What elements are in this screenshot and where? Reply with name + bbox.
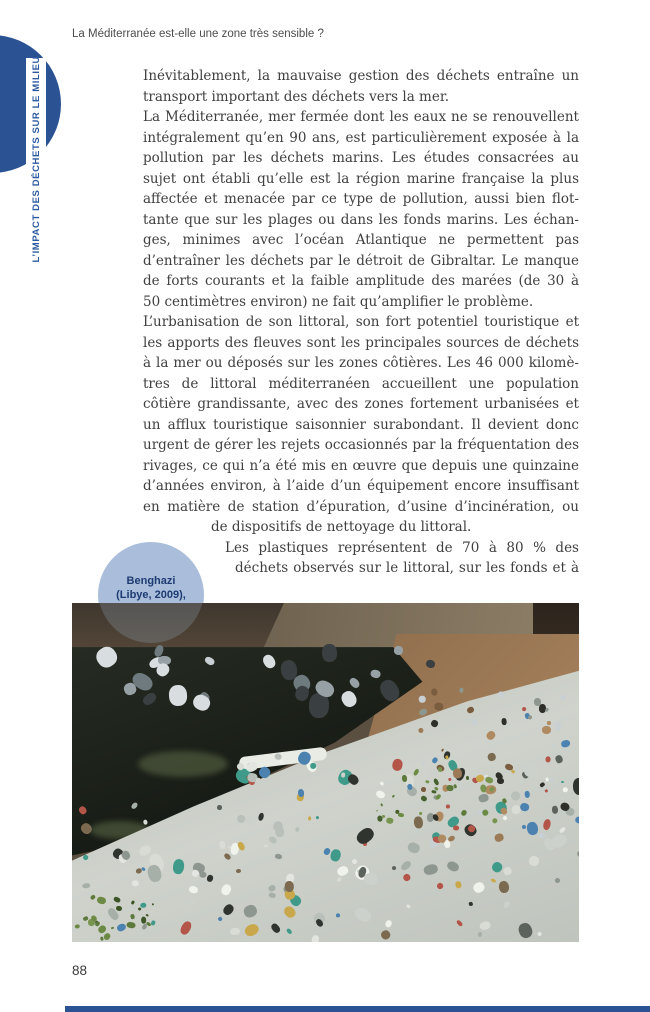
trash-speck bbox=[137, 907, 141, 911]
body-text-line: pollution par les déchets marins. Les études consacrées au bbox=[143, 150, 579, 166]
trash-speck bbox=[406, 841, 421, 855]
trash-speck bbox=[169, 685, 188, 707]
trash-speck bbox=[217, 805, 222, 811]
trash-speck bbox=[116, 922, 127, 932]
body-text-line: Inévitablement, la mauvaise gestion des déchets entraîne un bbox=[143, 68, 579, 84]
trash-speck bbox=[206, 874, 214, 882]
body-text-line: de forts courants et la faible amplitude des marées (de 30 à bbox=[143, 273, 579, 289]
page-number: 88 bbox=[72, 963, 88, 978]
trash-speck bbox=[459, 688, 464, 693]
badge-line-1: Benghazi bbox=[126, 575, 176, 587]
trash-speck bbox=[537, 832, 545, 839]
trash-speck bbox=[419, 696, 426, 703]
trash-speck bbox=[434, 702, 445, 712]
body-text-line: 50 centimètres environ) ne fait qu’amplifier le problème. bbox=[143, 293, 534, 310]
body-text-line: sujet ont établi qu’elle est la région marine française la plus bbox=[143, 170, 579, 187]
trash-speck bbox=[263, 844, 267, 847]
trash-speck bbox=[90, 894, 96, 900]
trash-speck bbox=[353, 905, 374, 925]
trash-speck bbox=[547, 721, 551, 725]
trash-speck bbox=[236, 868, 242, 873]
trash-speck bbox=[141, 691, 158, 707]
trash-speck bbox=[186, 898, 195, 905]
trash-speck bbox=[502, 798, 508, 804]
trash-speck bbox=[509, 789, 522, 802]
trash-speck bbox=[521, 825, 526, 830]
trash-speck bbox=[487, 752, 497, 762]
trash-speck bbox=[392, 794, 395, 797]
trash-speck bbox=[274, 853, 282, 859]
body-text-line: d’entraîner les déchets par le détroit de Gibraltar. Le manque bbox=[143, 252, 579, 269]
trash-speck bbox=[433, 778, 440, 786]
trash-speck bbox=[455, 880, 462, 889]
running-header: La Méditerranée est-elle une zone très sensible ? bbox=[72, 28, 324, 40]
trash-speck bbox=[466, 706, 475, 715]
trash-speck bbox=[524, 792, 530, 799]
body-text-line: La Méditerranée, mer fermée dont les eaux ne se renouvellent bbox=[143, 109, 579, 125]
trash-speck bbox=[242, 903, 259, 919]
trash-speck bbox=[431, 757, 438, 765]
trash-speck bbox=[379, 929, 392, 942]
trash-speck bbox=[140, 902, 147, 908]
trash-speck bbox=[493, 832, 504, 842]
body-text-line: ges, minimes avec l’océan Atlantique ne permettent pas bbox=[143, 232, 579, 248]
trash-speck bbox=[555, 754, 564, 764]
trash-speck bbox=[218, 841, 226, 850]
trash-speck bbox=[423, 864, 439, 876]
trash-speck bbox=[448, 778, 452, 782]
trash-speck bbox=[398, 812, 404, 816]
trash-speck bbox=[222, 903, 236, 917]
body-text-line: à la mer ou déposés sur les zones côtières. Les 46 000 kilomè- bbox=[143, 355, 579, 371]
trash-speck bbox=[441, 748, 444, 752]
body-text-line: de dispositifs de nettoyage du littoral. bbox=[211, 519, 472, 535]
trash-speck bbox=[391, 866, 397, 871]
trash-speck bbox=[560, 739, 571, 748]
trash-speck bbox=[479, 920, 492, 931]
trash-speck bbox=[113, 896, 121, 904]
trash-speck bbox=[127, 922, 136, 930]
trash-speck bbox=[425, 659, 436, 669]
trash-speck bbox=[311, 934, 320, 942]
trash-speck bbox=[414, 815, 424, 828]
trash-speck bbox=[298, 789, 305, 798]
trash-speck bbox=[478, 931, 483, 937]
trash-speck bbox=[544, 788, 549, 793]
trash-speck bbox=[178, 919, 193, 935]
body-text-line: un afflux touristique saisonnier surabondant. Il devient donc bbox=[143, 416, 579, 433]
trash-speck bbox=[285, 927, 292, 934]
trash-speck bbox=[339, 688, 359, 709]
trash-speck bbox=[377, 677, 403, 704]
trash-speck bbox=[527, 715, 532, 721]
trash-speck bbox=[533, 698, 540, 706]
footer-accent-bar bbox=[65, 1006, 650, 1012]
trash-speck bbox=[355, 825, 377, 846]
trash-speck bbox=[552, 806, 558, 815]
trash-speck bbox=[453, 826, 459, 831]
trash-speck bbox=[503, 815, 508, 821]
body-text-line: transport important des déchets vers la mer. bbox=[143, 88, 450, 105]
trash-speck bbox=[190, 691, 212, 713]
trash-speck bbox=[456, 919, 464, 927]
trash-speck bbox=[330, 848, 342, 862]
trash-speck bbox=[478, 793, 489, 803]
trash-speck bbox=[399, 859, 412, 872]
trash-speck bbox=[392, 759, 404, 772]
trash-speck bbox=[79, 822, 93, 836]
trash-speck bbox=[468, 902, 473, 907]
trash-speck bbox=[130, 914, 134, 919]
trash-speck bbox=[145, 914, 149, 917]
trash-speck bbox=[522, 707, 527, 712]
body-text-line: Les plastiques représentent de 70 à 80 % des bbox=[225, 539, 579, 556]
trash-speck bbox=[501, 718, 506, 725]
trash-speck bbox=[82, 854, 89, 861]
trash-speck bbox=[499, 880, 511, 894]
trash-speck bbox=[381, 803, 384, 807]
trash-speck bbox=[230, 927, 240, 935]
trash-speck bbox=[189, 885, 200, 894]
badge-line-2: (Libye, 2009), bbox=[116, 589, 186, 601]
body-text-line: tante que sur les plages ou dans les fonds marins. Les échan- bbox=[143, 211, 579, 228]
trash-speck bbox=[245, 814, 257, 825]
trash-speck bbox=[545, 756, 550, 762]
trash-speck bbox=[472, 880, 486, 894]
trash-speck bbox=[143, 820, 148, 826]
body-text-line: affectée et menacée par ce type de pollution, aussi bien flot- bbox=[143, 191, 579, 207]
trash-speck bbox=[431, 688, 438, 696]
trash-speck bbox=[242, 922, 260, 938]
trash-speck bbox=[270, 923, 281, 935]
trash-speck bbox=[152, 902, 155, 905]
trash-speck bbox=[436, 882, 444, 890]
chapter-sidebar-strip bbox=[26, 55, 46, 263]
trash-speck bbox=[384, 919, 392, 928]
body-text-line: tres de littoral méditerranéen accueillent une population bbox=[143, 375, 579, 392]
trash-speck bbox=[446, 860, 461, 874]
trash-speck bbox=[537, 931, 542, 936]
trash-speck bbox=[111, 926, 114, 929]
trash-speck bbox=[561, 781, 564, 784]
trash-speck bbox=[559, 826, 567, 834]
trash-speck bbox=[430, 719, 439, 729]
trash-speck bbox=[551, 743, 555, 747]
body-text-line: côtière grandissante, avec des zones fortement urbanisées et bbox=[143, 396, 579, 412]
trash-speck bbox=[525, 821, 538, 836]
trash-speck bbox=[93, 643, 121, 671]
trash-speck bbox=[447, 834, 456, 842]
trash-speck bbox=[424, 779, 429, 784]
article-lines bbox=[143, 66, 579, 579]
body-text-line: d’années environ, à l’aide d’un équipement encore insuffisant bbox=[143, 478, 579, 494]
trash-speck bbox=[471, 718, 479, 726]
chapter-sidebar-label: L’IMPACT DES DÉCHETS SUR LE MILIEU bbox=[30, 55, 42, 263]
trash-speck bbox=[485, 730, 497, 742]
trash-speck bbox=[235, 813, 246, 824]
trash-speck bbox=[528, 855, 540, 868]
body-text-line: L’urbanisation de son littoral, son fort potentiel touristique et bbox=[143, 314, 579, 330]
trash-speck bbox=[261, 653, 278, 671]
trash-speck bbox=[562, 787, 567, 792]
trash-speck bbox=[336, 876, 343, 883]
trash-speck bbox=[255, 777, 262, 784]
trash-speck bbox=[220, 882, 233, 895]
trash-speck bbox=[497, 690, 505, 698]
trash-speck bbox=[348, 676, 362, 690]
trash-speck bbox=[96, 896, 107, 905]
trash-speck bbox=[74, 924, 80, 929]
trash-speck bbox=[549, 777, 554, 782]
trash-speck bbox=[308, 817, 311, 821]
trash-speck bbox=[283, 849, 287, 853]
trash-speck bbox=[274, 826, 285, 838]
trash-speck bbox=[420, 795, 427, 802]
trash-speck bbox=[490, 860, 504, 874]
trash-speck bbox=[376, 810, 378, 812]
trash-speck bbox=[503, 866, 513, 876]
trash-speck bbox=[466, 776, 470, 780]
trash-speck bbox=[131, 900, 136, 905]
trash-speck bbox=[78, 805, 88, 815]
trash-speck bbox=[554, 877, 561, 884]
trash-speck bbox=[453, 784, 457, 789]
beach-waste-photo bbox=[72, 603, 579, 942]
trash-speck bbox=[351, 858, 358, 865]
trash-speck bbox=[386, 818, 394, 824]
trash-speck bbox=[490, 878, 495, 883]
trash-speck bbox=[131, 880, 139, 887]
trash-speck bbox=[446, 805, 450, 809]
trash-speck bbox=[295, 826, 300, 832]
trash-speck bbox=[539, 781, 545, 787]
trash-speck bbox=[418, 811, 422, 815]
body-text-line: en matière de station d’épuration, d’usine d’incinération, ou bbox=[143, 498, 579, 515]
trash-speck bbox=[577, 850, 579, 858]
trash-speck bbox=[257, 811, 264, 821]
trash-speck bbox=[322, 644, 338, 662]
trash-speck bbox=[116, 906, 123, 912]
trash-speck bbox=[484, 776, 493, 785]
photo-speckles bbox=[72, 603, 579, 942]
trash-speck bbox=[502, 900, 510, 909]
trash-speck bbox=[523, 763, 539, 779]
trash-speck bbox=[268, 892, 276, 898]
trash-speck bbox=[315, 815, 319, 819]
body-text-line: urgent de gérer les rejets occasionnés par la fréquentation des bbox=[143, 437, 579, 453]
trash-speck bbox=[559, 694, 566, 702]
body-text-line: déchets observés sur le littoral, sur les fonds et à bbox=[235, 560, 579, 576]
trash-speck bbox=[517, 921, 535, 940]
trash-speck bbox=[412, 768, 419, 776]
trash-speck bbox=[542, 726, 551, 734]
trash-speck bbox=[572, 777, 579, 795]
trash-speck bbox=[421, 760, 426, 765]
trash-speck bbox=[131, 801, 140, 810]
trash-speck bbox=[204, 655, 216, 666]
trash-speck bbox=[542, 818, 552, 831]
trash-speck bbox=[375, 790, 387, 801]
trash-speck bbox=[575, 816, 579, 824]
trash-speck bbox=[445, 755, 449, 760]
trash-speck bbox=[82, 882, 91, 888]
trash-speck bbox=[481, 808, 490, 817]
trash-speck bbox=[380, 781, 385, 786]
trash-speck bbox=[452, 768, 462, 779]
trash-speck bbox=[394, 645, 404, 655]
body-text-line: intégralement qu’en 90 ans, est particulièrement exposée à la bbox=[143, 129, 579, 146]
trash-speck bbox=[461, 809, 469, 817]
trash-speck bbox=[418, 728, 423, 734]
trash-speck bbox=[420, 787, 425, 792]
body-text-line: rivages, ce qui n’a été mis en œuvre que depuis une quinzaine bbox=[143, 457, 579, 474]
trash-speck bbox=[370, 669, 381, 679]
trash-speck bbox=[172, 858, 185, 874]
trash-speck bbox=[402, 872, 412, 882]
trash-speck bbox=[479, 783, 487, 792]
trash-speck bbox=[279, 760, 283, 764]
trash-speck bbox=[491, 817, 499, 825]
trash-speck bbox=[432, 790, 437, 794]
trash-speck bbox=[555, 721, 562, 730]
trash-speck bbox=[402, 774, 408, 781]
trash-speck bbox=[335, 913, 339, 917]
trash-speck bbox=[545, 777, 549, 782]
trash-speck bbox=[405, 904, 410, 908]
trash-speck bbox=[336, 865, 350, 877]
body-text-line: les apports des fleuves sont les principales sources de déchets bbox=[143, 334, 579, 351]
trash-speck bbox=[217, 916, 222, 921]
